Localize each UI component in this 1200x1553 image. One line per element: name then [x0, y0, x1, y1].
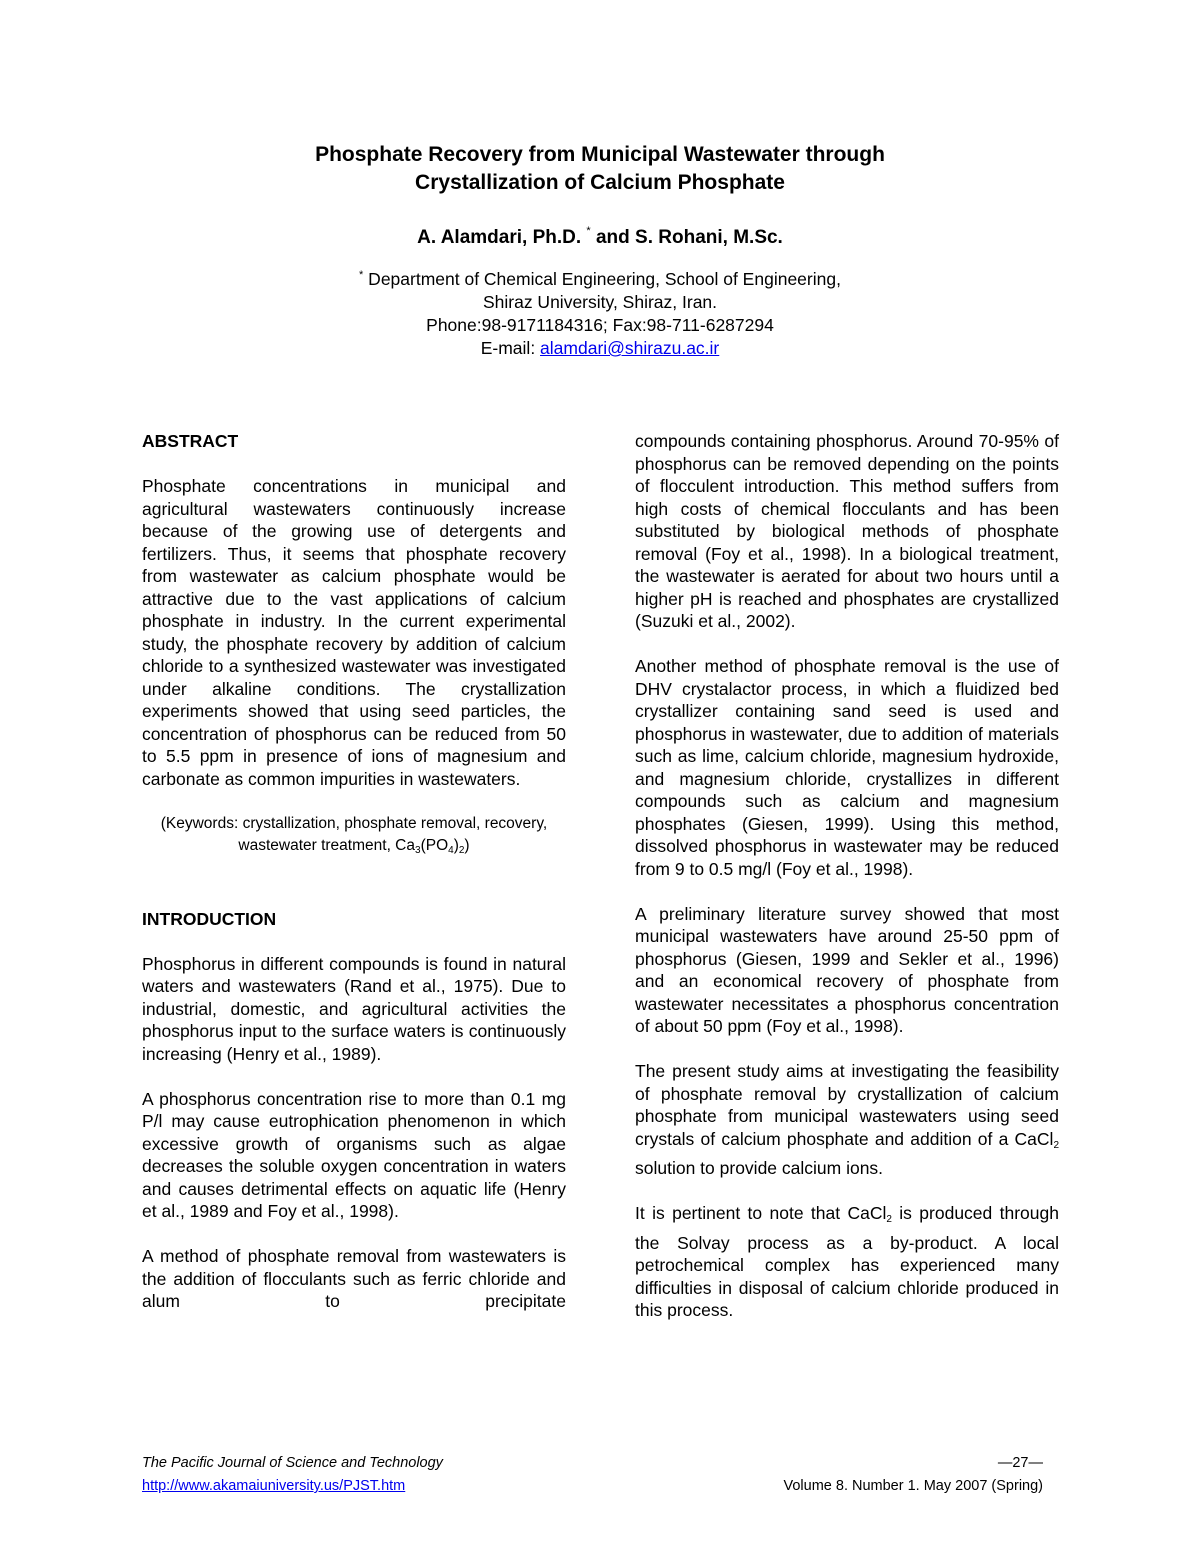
- keywords: (Keywords: crystallization, phosphate removal, recovery, wastewater treatment, $Ca_3(PO_4)_2$): [160, 814, 548, 856]
- abstract-text: Phosphate concentrations in municipal and agricultural wastewaters continuously increase because of the growing use of detergents and fertilizers. Thus, it seems that phosphate recovery from wastewater as calcium phosphate would be attractive due to the vast applications of calcium phosphate in industry. In the current experimental study, the phosphate recovery by addition of calcium chloride to a synthesized wastewater was investigated under alkaline conditions. The crystallization experiments showed that using seed particles, the concentration of phosphorus can be reduced from 50 to 5.5 ppm in presence of ions of magnesium and carbonate as common impurities in wastewaters.: [142, 476, 566, 789]
- affiliation: [0, 264, 1200, 360]
- footer-right: [760, 1452, 1043, 1498]
- affil-line-3: Phone:98-9171184316; Fax:98-711-6287294: [426, 315, 774, 335]
- author-1: A. Alamdari, Ph.D.: [417, 227, 582, 248]
- journal-url-link[interactable]: http://www.akamaiuniversity.us/PJST.htm: [142, 1478, 406, 1494]
- authors: [0, 217, 1200, 252]
- intro-paragraph-1: Phosphorus in different compounds is found in natural waters and wastewaters (Rand et al., 1975). Due to industrial, domestic, and agricultural activities the phosphorus input to the surface waters is continuously increasing (Henry et al., 1989).: [142, 953, 566, 1064]
- affil-line-1: Department of Chemical Engineering, School of Engineering,: [363, 269, 841, 289]
- email-link[interactable]: alamdari@shirazu.ac.ir: [540, 338, 720, 358]
- paper-title: [0, 141, 1200, 197]
- right-paragraph-5: It is pertinent to note that CaCl$_2$ is produced through the Solvay process as a by-product. A local petrochemical complex has experienced many difficulties in disposal of calcium chloride produced in this process.: [635, 1203, 1059, 1320]
- intro-paragraph-2: A phosphorus concentration rise to more than 0.1 mg P/l may cause eutrophication phenomenon in which excessive growth of organisms such as algae decreases the soluble oxygen concentration in waters and causes detrimental effects on aquatic life (Henry et al., 1989 and Foy et al., 1998).: [142, 1088, 566, 1221]
- right-paragraph-2: Another method of phosphate removal is the use of DHV crystalactor process, in which a fluidized bed crystallizer containing sand seed is used and phosphorus in wastewater, due to addition of materials such as lime, calcium chloride, magnesium hydroxide, and magnesium chloride, crystallizes in different compounds such as calcium and magnesium phosphates (Giesen, 1999). Using this method, dissolved phosphorus in wastewater may be reduced from 9 to 0.5 mg/l (Foy et al., 1998).: [635, 656, 1059, 879]
- journal-name: The Pacific Journal of Science and Technology: [142, 1455, 443, 1471]
- author-mark: *: [586, 225, 591, 237]
- author-2: and S. Rohani, M.Sc.: [590, 227, 783, 248]
- title-line-1: Phosphate Recovery from Municipal Wastewater through: [315, 143, 885, 166]
- affil-line-2: Shiraz University, Shiraz, Iran.: [482, 292, 718, 312]
- volume-info: Volume 8. Number 1. May 2007 (Spring): [783, 1478, 1043, 1494]
- left-column: [142, 430, 566, 1335]
- title-line-2: Crystallization of Calcium Phosphate: [415, 171, 785, 194]
- right-paragraph-4: The present study aims at investigating the feasibility of phosphate removal by crystallization of calcium phosphate from municipal wastewaters using seed crystals of calcium phosphate and addition of a CaCl$_2$ solution to provide calcium ions.: [635, 1061, 1059, 1178]
- right-paragraph-1: compounds containing phosphorus. Around 70-95% of phosphorus can be removed depending on the points of flocculent introduction. This method suffers from high costs of chemical flocculants and has been substituted by biological methods of phosphate removal (Foy et al., 1998). In a biological treatment, the wastewater is aerated for about two hours until a higher pH is reached and phosphates are crystallized (Suzuki et al., 2002).: [635, 431, 1059, 631]
- right-paragraph-3: A preliminary literature survey showed that most municipal wastewaters have around 25-50 ppm of phosphorus (Giesen, 1999 and Sekler et al., 1996) and an economical recovery of phosphate from wastewater necessitates a phosphorus concentration of about 50 ppm (Foy et al., 1998).: [635, 903, 1059, 1036]
- page-number: —27—: [997, 1455, 1043, 1471]
- introduction-heading: INTRODUCTION: [142, 908, 277, 929]
- right-column: [635, 430, 1059, 1344]
- intro-paragraph-3: A method of phosphate removal from wastewaters is the addition of flocculants such as ferric chloride and alum to precipitate: [142, 1246, 566, 1311]
- abstract-heading: ABSTRACT: [142, 431, 239, 451]
- email-label: E-mail:: [480, 338, 541, 358]
- footer-left: [142, 1452, 443, 1498]
- affil-mark: *: [359, 269, 364, 281]
